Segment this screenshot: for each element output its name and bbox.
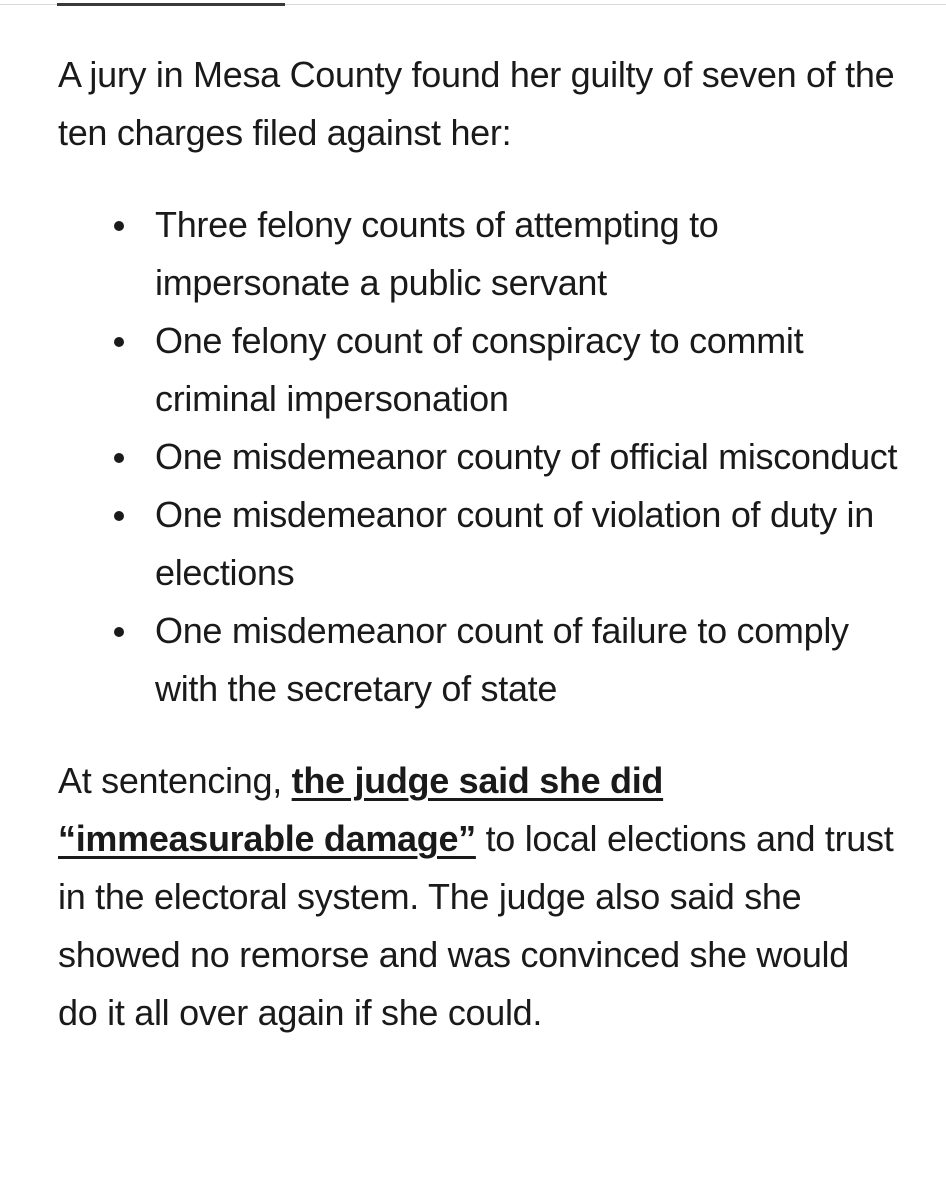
list-item [58, 428, 898, 486]
list-item [58, 196, 898, 312]
list-item [58, 602, 898, 718]
list-item [58, 312, 898, 428]
charges-list [58, 196, 898, 718]
judge-quote-link[interactable]: the judge said she did “immeasurable damage” [58, 760, 664, 859]
sentencing-lead-text: At sentencing, [58, 760, 292, 801]
bullet-icon [114, 453, 124, 463]
list-item [58, 486, 898, 602]
bullet-icon [114, 337, 124, 347]
bullet-icon [114, 511, 124, 521]
charge-text: One misdemeanor county of official misconduct [155, 436, 898, 477]
charge-text: Three felony counts of attempting to impersonate a public servant [155, 204, 719, 303]
sentencing-paragraph [58, 752, 898, 1042]
article-body [58, 46, 898, 1042]
sentencing-rest-text: to local elections and trust in the electoral system. The judge also said she showed no remorse and was convinced she would do it all over again if she could. [58, 818, 894, 1033]
charge-text: One misdemeanor count of failure to comply with the secretary of state [155, 610, 849, 709]
intro-paragraph: A jury in Mesa County found her guilty of seven of the ten charges filed against her: [58, 54, 895, 153]
charge-text: One felony count of conspiracy to commit criminal impersonation [155, 320, 804, 419]
bullet-icon [114, 627, 124, 637]
bullet-icon [114, 221, 124, 231]
charge-text: One misdemeanor count of violation of duty in elections [155, 494, 874, 593]
section-underline [57, 3, 285, 6]
